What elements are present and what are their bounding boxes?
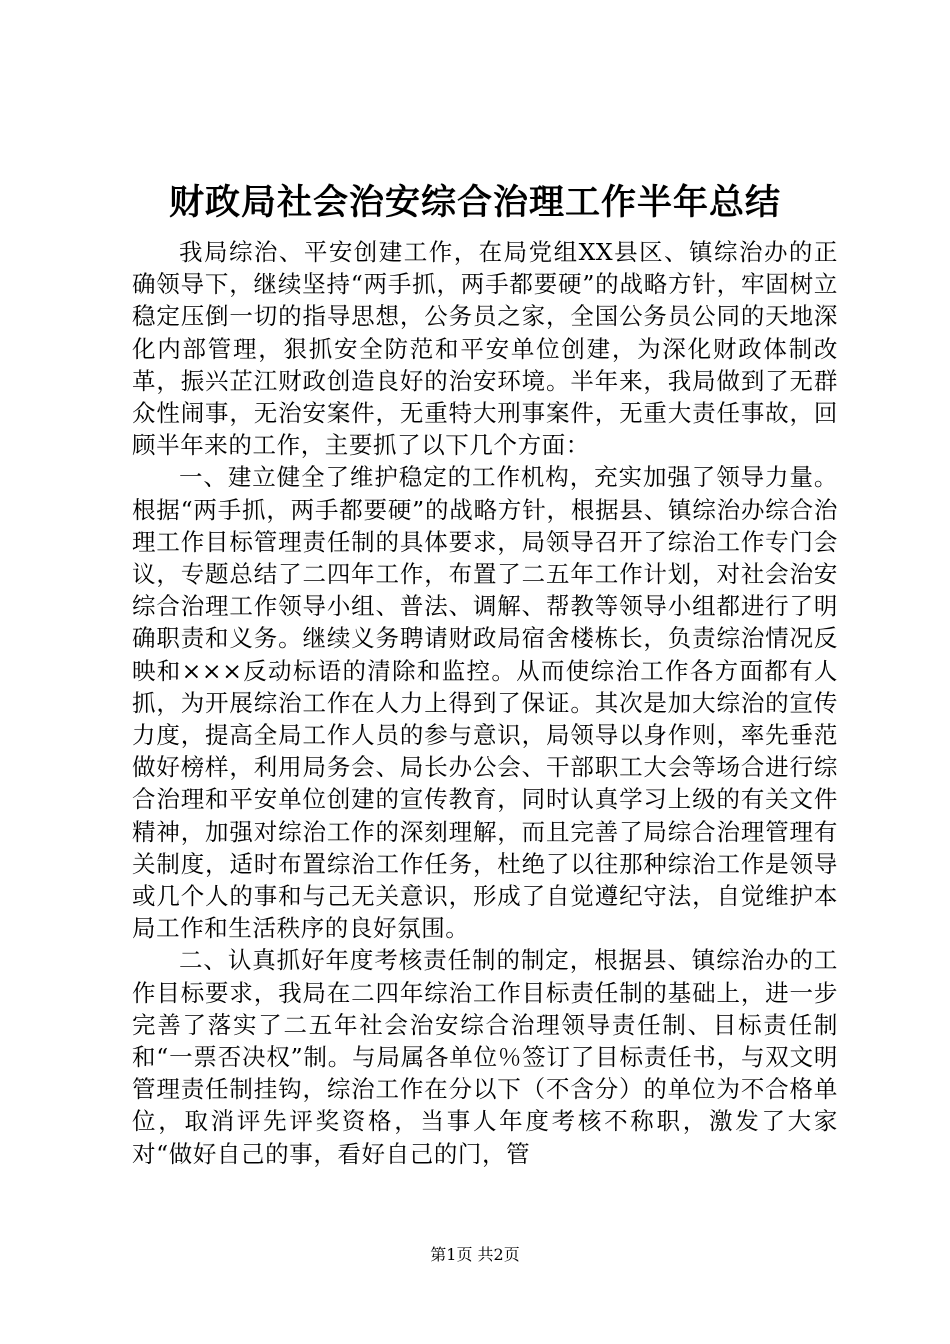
document-title: 财政局社会治安综合治理工作半年总结 — [168, 182, 781, 223]
paragraph-section-one: 一、建立健全了维护稳定的工作机构，充实加强了领导力量。根据“两手抓，两手都要硬”的战略方针，根据县、镇综治办综合治理工作目标管理责任制的具体要求，局领导召开了综治工作专门会议，专题总结了二四年工作，布置了二五年工作计划，对社会治安综合治理工作领导小组、普法、调解、帮教等领导小组都进行了明确职责和义务。继续义务聘请财政局宿舍楼栋长，负责综治情况反映和×××反动标语的清除和监控。从而使综治工作各方面都有人抓，为开展综治工作在人力上得到了保证。其次是加大综治的宣传力度，提高全局工作人员的参与意识，局领导以身作则，率先垂范做好榜样，利用局务会、局长办公会、干部职工大会等场合进行综合治理和平安单位创建的宣传教育，同时认真学习上级的有关文件精神，加强对综治工作的深刻理解，而且完善了局综合治理管理有关制度，适时布置综治工作任务，杜绝了以往那种综治工作是领导或几个人的事和与己无关意识，形成了自觉遵纪守法，自觉维护本局工作和生活秩序的良好氛围。 — [132, 463, 838, 943]
paragraph-intro: 我局综治、平安创建工作，在局党组XX县区、镇综治办的正确领导下，继续坚持“两手抓，两手都要硬”的战略方针，牢固树立稳定压倒一切的指导思想，公务员之家，全国公务员公同的天地深化内部管理，狠抓安全防范和平安单位创建，为深化财政体制改革，振兴芷江财政创造良好的治安环境。半年来，我局做到了无群众性闹事，无治安案件，无重特大刑事案件，无重大责任事故，回顾半年来的工作，主要抓了以下几个方面： — [132, 238, 838, 460]
page-number-footer: 第1页 共2页 — [430, 1245, 520, 1264]
document-body — [132, 236, 838, 1170]
paragraph-section-two: 二、认真抓好年度考核责任制的制定，根据县、镇综治办的工作目标要求，我局在二四年综治工作目标责任制的基础上，进一步完善了落实了二五年社会治安综合治理领导责任制、目标责任制和“一票否决权”制。与局属各单位％签订了目标责任书，与双文明管理责任制挂钩，综治工作在分以下（不含分）的单位为不合格单位，取消评先评奖资格，当事人年度考核不称职，激发了大家对“做好自己的事，看好自己的门，管 — [132, 946, 838, 1168]
